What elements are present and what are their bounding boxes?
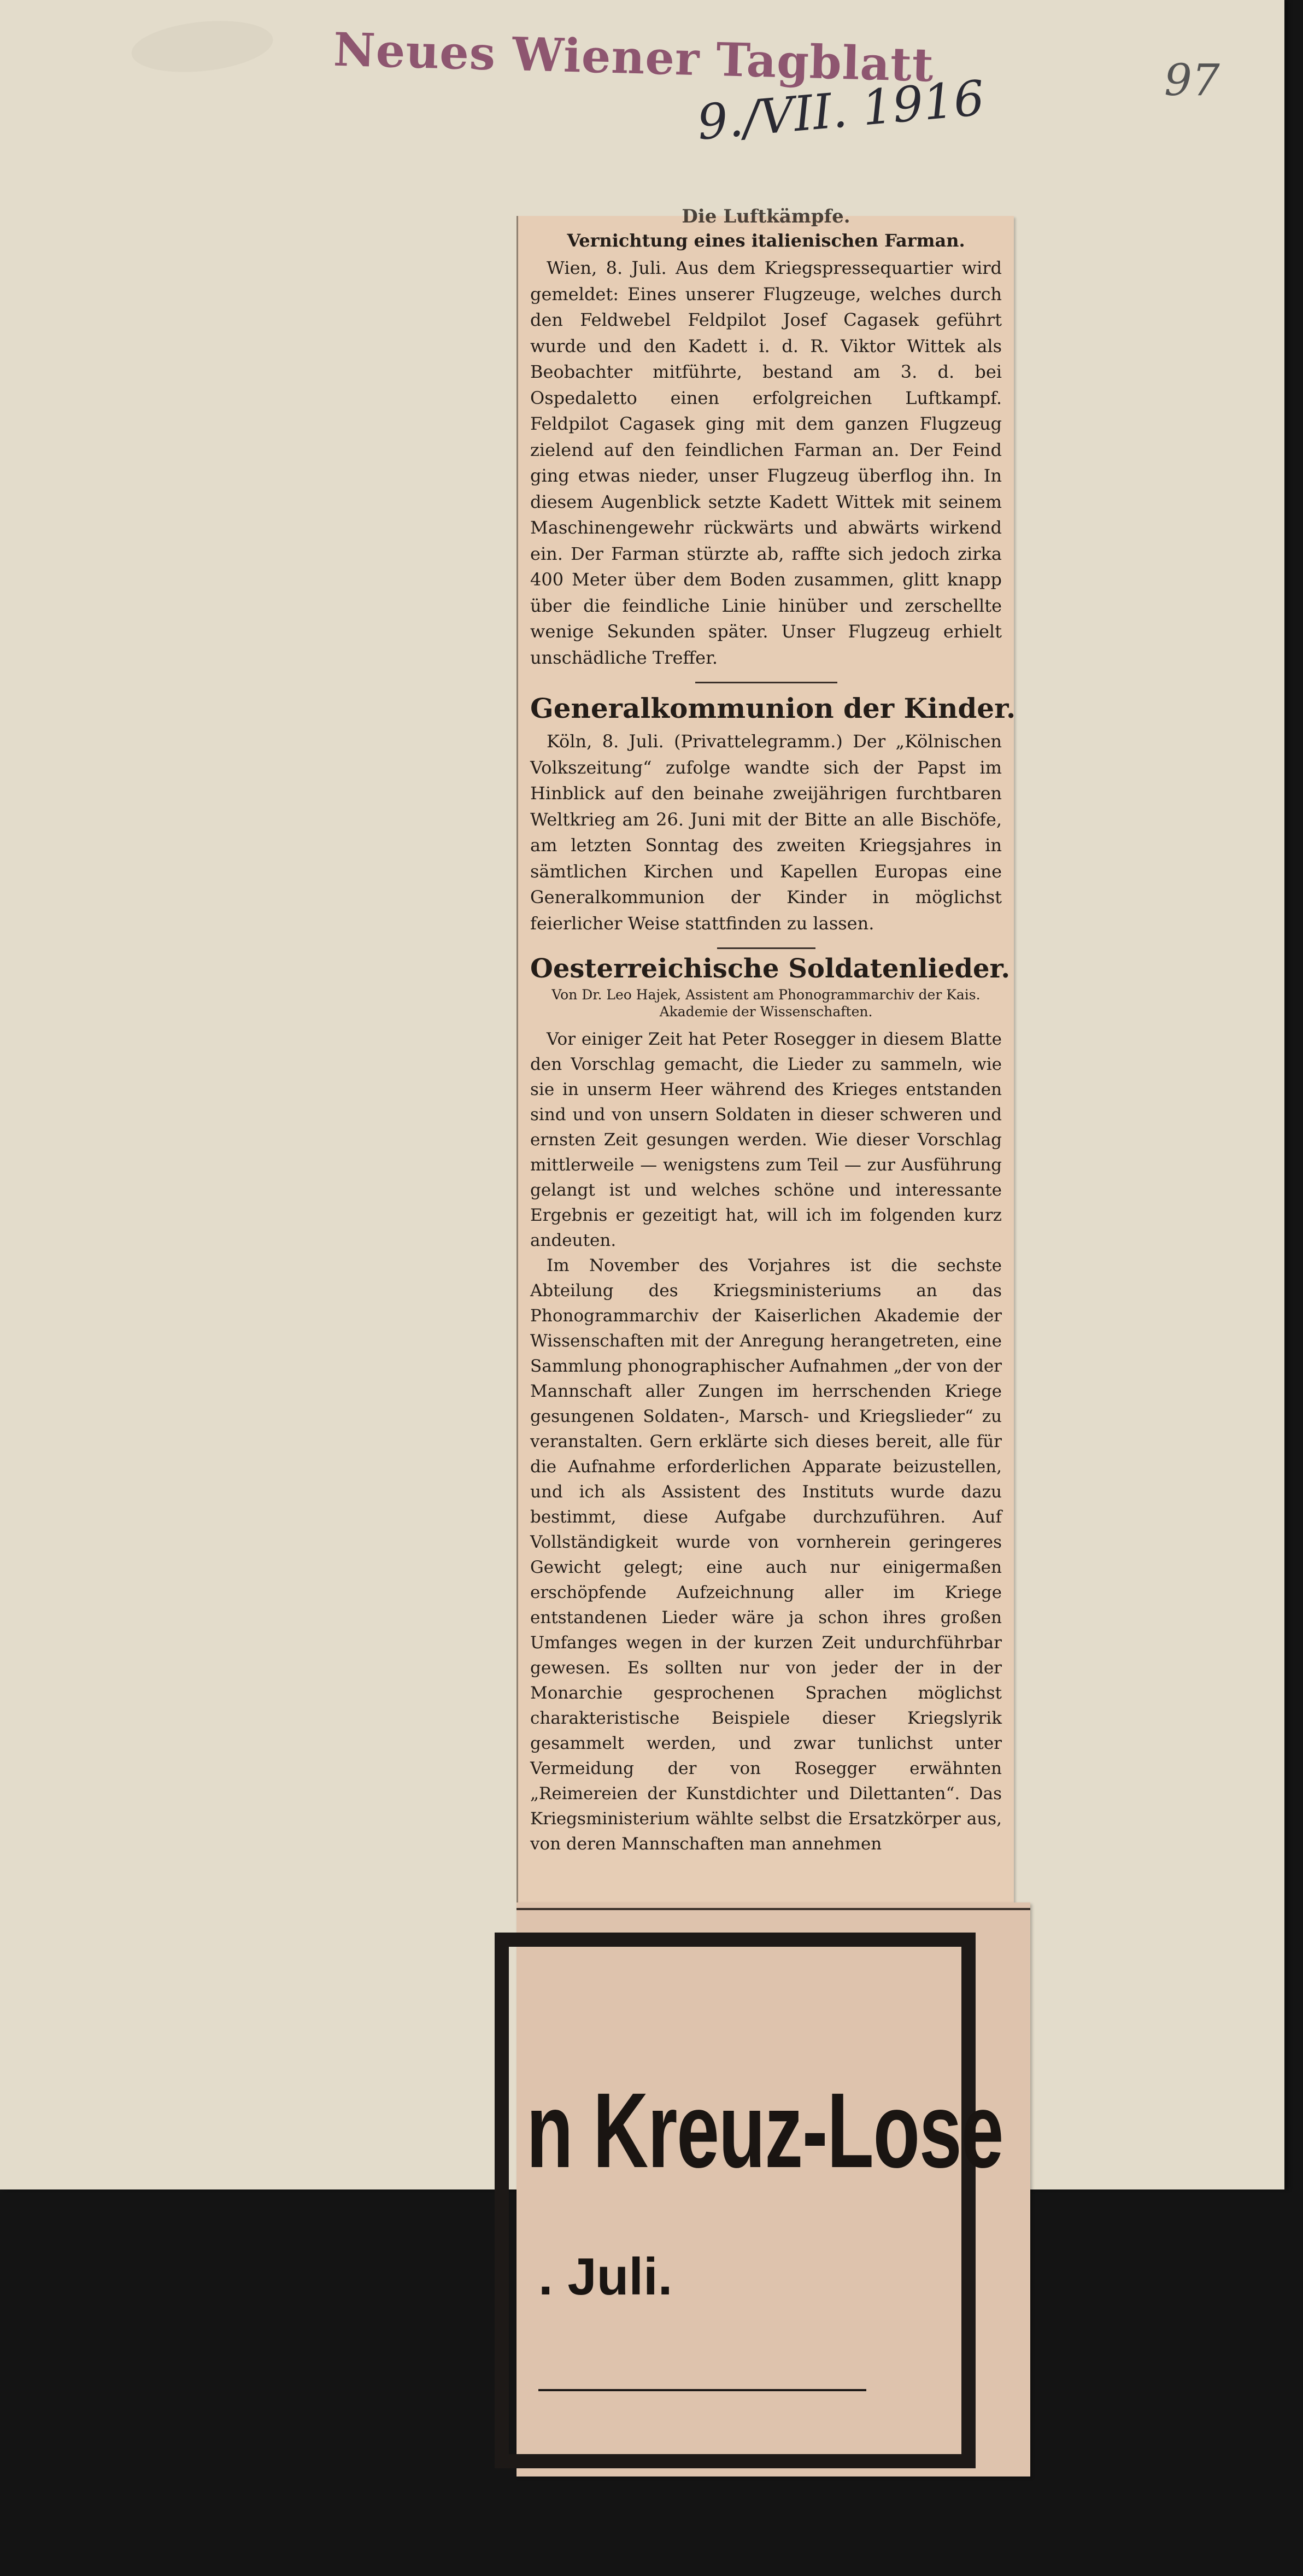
folio-number: 97 xyxy=(1164,55,1220,106)
handwritten-date: 9./VII. 1916 xyxy=(695,69,987,151)
story-headline-farman: Vernichtung eines italienischen Farman. xyxy=(567,230,965,251)
divider xyxy=(717,947,815,949)
ad-date: . Juli. xyxy=(538,2247,673,2306)
cut-section-title: Die Luftkämpfe. xyxy=(682,206,850,227)
story-headline-soldatenlieder: Oesterreichische Soldatenlieder. xyxy=(530,953,1011,984)
story-paragraph: Im November des Vorjahres ist die sechste Abteilung des Kriegsministeriums an das Phonogrammarchiv der Kaiserlichen Akademie der Wissenschaften mit der Anregung herangetreten, eine Sammlung phonographischer Aufnahmen „der von der Mannschaft aller Zungen im herrschenden Kriege gesungenen Soldaten-, Marsch- und Kriegslieder“ zu veranstalten. Gern erklärte sich dieses bereit, alle für die Aufnahme erforderlichen Apparate beizustellen, und ich als Assistent des Instituts wurde dazu bestimmt, diese Aufgabe durchzuführen. Auf Vollständigkeit wurde von vornherein geringeres Gewicht gelegt; eine auch nur einigermaßen erschöpfende Aufzeichnung aller im Kriege entstandenen Lieder wäre ja schon ihres großen Umfanges wegen in der kurzen Zeit undurchführbar gewesen. Es sollten nur von jeder der in der Monarchie gesprochenen Sprachen möglichst charakteristische Beispiele dieser Kriegslyrik gesammelt werden, und zwar tunlichst unter Vermeidung der von Rosegger erwähnten „Reimereien der Kunstdichter und Dilettanten“. Das Kriegsministerium wählte selbst die Ersatzkörper aus, von deren Mannschaften man annehmen xyxy=(530,1256,1002,1854)
story-byline: Von Dr. Leo Hajek, Assistent am Phonogrammarchiv der Kais. Akademie der Wissenschaften. xyxy=(551,987,981,1020)
story-body-farman: Wien, 8. Juli. Aus dem Kriegspressequartier wird gemeldet: Eines unserer Flugzeuge, welches durch den Feldwebel Feldpilot Josef Cagasek geführt wurde und den Kadett i. d. R. Viktor Wittek als Beobachter mitführte, bestand am 3. d. bei Ospedaletto einen erfolgreichen Luftkampf. Feldpilot Cagasek ging mit dem ganzen Flugzeug zielend auf den feindlichen Farman an. Der Feind ging etwas nieder, unser Flugzeug überflog ihn. In diesem Augenblick setzte Kadett Wittek mit seinem Maschinengewehr rückwärts und abwärts wirkend ein. Der Farman stürzte ab, raffte sich jedoch zirka 400 Meter über dem Boden zusammen, glitt knapp über die feindliche Linie hinüber und zerschellte wenige Sekunden später. Unser Flugzeug erhielt unschädliche Treffer. xyxy=(530,257,1002,668)
divider xyxy=(695,682,837,683)
story-body-kommunion: Köln, 8. Juli. (Privattelegramm.) Der „Kölnischen Volkszeitung“ zufolge wandte sich der Papst im Hinblick auf den beinahe zweijährigen furchtbaren Weltkrieg am 26. Juni mit der Bitte an alle Bischöfe, am letzten Sonntag des zweiten Kriegsjahres in sämtlichen Kirchen und Kapellen Europas eine Generalkommunion der Kinder in möglichst feierlicher Weise stattfinden zu lassen. xyxy=(530,731,1002,934)
newspaper-clipping xyxy=(516,206,1016,1902)
ad-top-rule xyxy=(516,1908,1030,1910)
ad-title: n Kreuz-Lose xyxy=(526,2071,1003,2190)
story-paragraph: Vor einiger Zeit hat Peter Rosegger in diesem Blatte den Vorschlag gemacht, die Lieder zu sammeln, wie sie in unserm Heer während des Krieges entstanden sind und von unsern Soldaten in dieser schweren und ernsten Zeit gesungen werden. Wie dieser Vorschlag mittlerweile — wenigstens zum Teil — zur Ausführung gelangt ist und welches schöne und interessante Ergebnis er gezeitigt hat, will ich im folgenden kurz andeuten. xyxy=(530,1029,1002,1250)
lottery-advertisement xyxy=(516,1902,1030,2477)
paper-stain xyxy=(129,15,275,79)
newspaper-stamp: Neues Wiener Tagblatt xyxy=(332,22,935,92)
ad-frame xyxy=(495,1933,976,2468)
ad-bottom-rule xyxy=(538,2389,866,2391)
story-headline-kommunion: Generalkommunion der Kinder. xyxy=(530,692,1016,724)
